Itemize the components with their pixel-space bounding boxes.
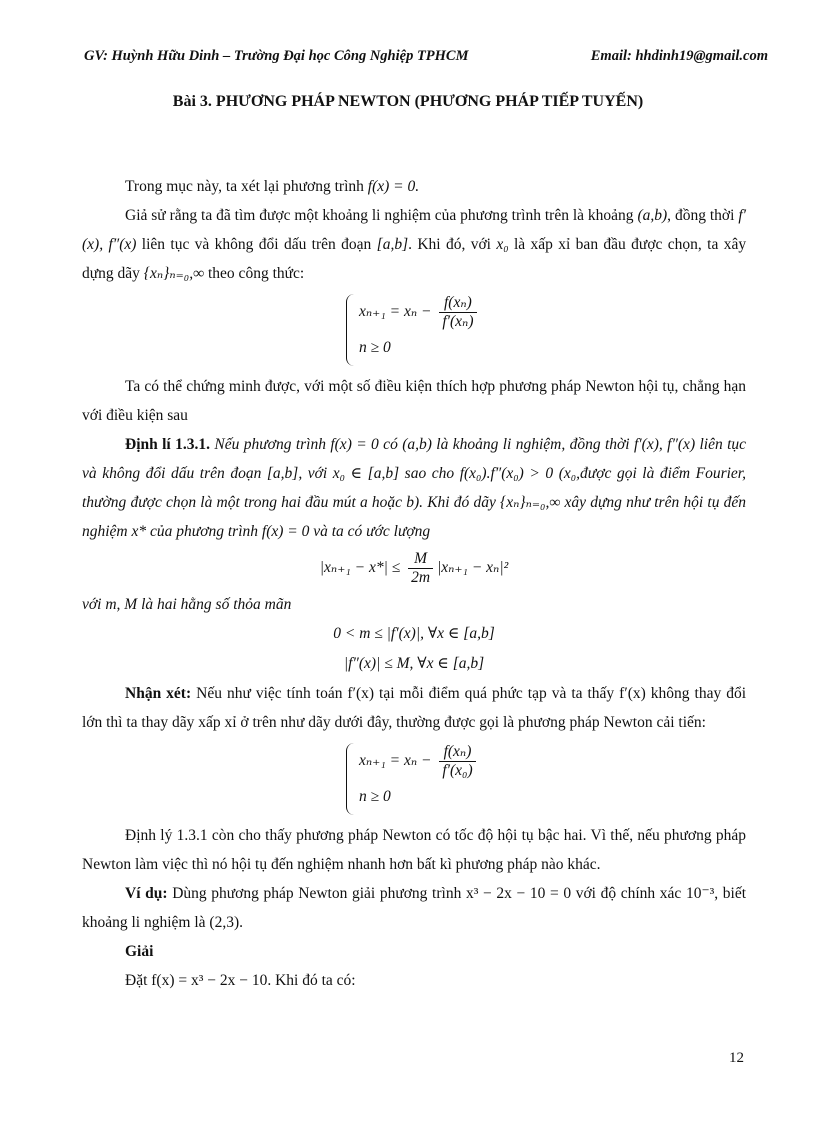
- fraction: $\frac{M}{2m}$: [408, 550, 433, 587]
- section-title: Bài 3. PHƯƠNG PHÁP NEWTON (PHƯƠNG PHÁP TIẾP TUYẾN): [172, 93, 644, 110]
- page-header: [84, 48, 768, 70]
- modified-newton-system: [346, 743, 519, 815]
- paragraph-intro: Trong mục này, ta xét lại phương trình f(x) = 0.: [125, 178, 420, 195]
- paragraph-order: Định lý 1.3.1 còn cho thấy phương pháp Newton có tốc độ hội tụ bậc hai. Vì thế, nếu phương pháp Newton làm việc thì nó hội tụ đến nghiệm nhanh hơn bất kì phương pháp nào khác.: [82, 827, 746, 873]
- newton-iteration-formula: xₙ₊₁ = xₙ − $\frac{\text{f(xₙ)}}{\text{f′(xₙ)}}$: [359, 294, 519, 330]
- math-inline: f(x) = 0.: [367, 178, 420, 195]
- paragraph-solution: Đặt f(x) = x³ − 2x − 10. Khi đó ta có:: [125, 972, 356, 989]
- solution-label: Giải: [125, 943, 154, 960]
- math-inline: x₀: [496, 236, 509, 253]
- fraction: $\frac{\text{f(xₙ)}}{\text{f′(xₙ)}}$: [439, 294, 476, 331]
- theorem-1-3-1: Định lí 1.3.1. Nếu phương trình f(x) = 0 có (a,b) là khoảng li nghiệm, đồng thời f′(x), f″(x) liên tục và không đổi dấu trên đoạn [a,b], với x₀ ∈ [a,b] sao cho f(x₀).f″(x₀) > 0 (x₀,được gọi là điểm Fourier, thường được chọn là một trong hai đầu mút a hoặc b). Khi đó dãy {xₙ}ₙ₌₀,∞ xây dựng như trên hội tụ đến nghiệm x* của phương trình f(x) = 0 và ta có ước lượng: [82, 436, 747, 540]
- paragraph-assumption: Giả sử rằng ta đã tìm được một khoảng li nghiệm của phương trình trên là khoảng (a,b), đồng thời f′(x), f″(x) liên tục và không đổi dấu trên đoạn [a,b]. Khi đó, với x₀ là xấp xỉ ban đầu được chọn, ta xây dựng dãy {xₙ}ₙ₌₀,∞ theo công thức:: [82, 207, 747, 282]
- theorem-label: Định lí 1.3.1.: [125, 436, 210, 453]
- newton-system: [346, 294, 519, 366]
- document-body: [82, 172, 746, 995]
- inequality-second-derivative: |f″(x)| ≤ M, ∀x ∈ [a,b]: [343, 655, 485, 672]
- paragraph-example: Ví dụ: Dùng phương pháp Newton giải phương trình x³ − 2x − 10 = 0 với độ chính xác 10⁻³, biết khoảng li nghiệm là (2,3).: [82, 885, 747, 931]
- index-condition: n ≥ 0: [359, 788, 391, 805]
- example-label: Ví dụ:: [125, 885, 168, 902]
- math-inline: (a,b): [637, 207, 668, 224]
- modified-iteration-formula: xₙ₊₁ = xₙ − $\frac{\text{f(xₙ)}}{\text{f′(x₀)}}$: [359, 743, 519, 779]
- index-condition: n ≥ 0: [359, 339, 391, 356]
- header-email: Email: hhdinh19@gmail.com: [590, 48, 768, 64]
- remark-label: Nhận xét:: [125, 685, 192, 702]
- paragraph-convergence: Ta có thể chứng minh được, với một số điều kiện thích hợp phương pháp Newton hội tụ, chẳng hạn với điều kiện sau: [82, 378, 746, 424]
- math-inline: {xₙ}ₙ₌₀,∞: [143, 265, 205, 282]
- fraction: $\frac{\text{f(xₙ)}}{\text{f′(x₀)}}$: [439, 743, 475, 780]
- inequality-first-derivative: 0 < m ≤ |f′(x)|, ∀x ∈ [a,b]: [333, 625, 495, 642]
- paragraph-remark: Nhận xét: Nếu như việc tính toán f′(x) tại mỗi điểm quá phức tạp và ta thấy f′(x) không thay đổi lớn thì ta thay dãy xấp xỉ ở trên như dãy dưới đây, thường được gọi là phương pháp Newton cải tiến:: [82, 685, 747, 731]
- header-author: GV: Huỳnh Hữu Dinh – Trường Đại học Công Nghiệp TPHCM: [84, 48, 469, 64]
- math-inline: f′(x), f″(x): [82, 207, 747, 253]
- page-number: 12: [729, 1050, 744, 1066]
- math-inline: [a,b]: [376, 236, 409, 253]
- constants-line: với m, M là hai hằng số thỏa mãn: [82, 596, 292, 613]
- error-estimate: |xₙ₊₁ − x*| ≤ $\frac{M}{2m}$ |xₙ₊₁ − xₙ|²: [319, 549, 509, 586]
